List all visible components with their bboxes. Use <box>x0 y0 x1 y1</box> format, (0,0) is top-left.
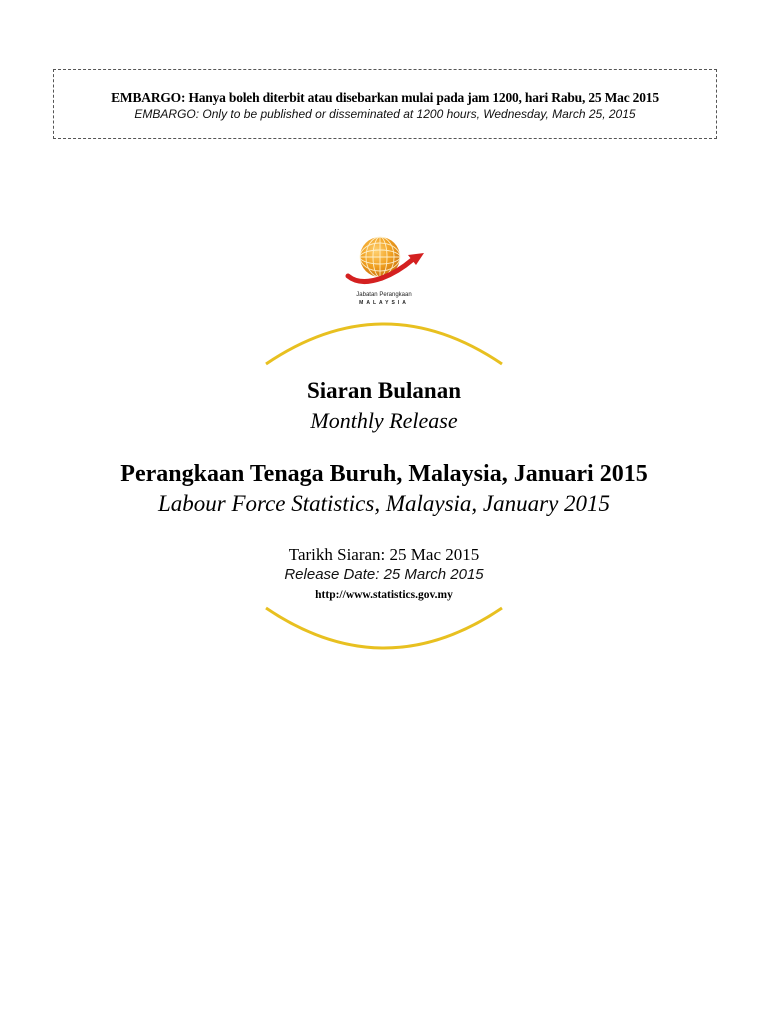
release-type-malay: Siaran Bulanan <box>306 378 462 403</box>
release-date-english: Release Date: 25 March 2015 <box>284 566 484 583</box>
release-type-english: Monthly Release <box>310 408 458 433</box>
release-date-malay: Tarikh Siaran: 25 Mac 2015 <box>288 545 480 564</box>
embargo-malay-text: EMBARGO: Hanya boleh diterbit atau disebarkan mulai pada jam 1200, hari Rabu, 25 Mac 2015 <box>111 90 659 105</box>
embargo-english-text: EMBARGO: Only to be published or disseminated at 1200 hours, Wednesday, March 25, 2015 <box>134 107 636 121</box>
document-title-english: Labour Force Statistics, Malaysia, January 2015 <box>157 491 611 516</box>
logo-caption-country: MALAYSIA <box>359 300 409 306</box>
document-title-malay: Perangkaan Tenaga Buruh, Malaysia, Januari 2015 <box>120 461 648 487</box>
decorative-arc-bottom <box>260 600 508 660</box>
embargo-notice <box>53 69 717 139</box>
website-url[interactable]: http://www.statistics.gov.my <box>315 589 453 601</box>
logo-caption-department: Jabatan Perangkaan <box>356 292 412 298</box>
decorative-arc-top <box>260 312 508 372</box>
